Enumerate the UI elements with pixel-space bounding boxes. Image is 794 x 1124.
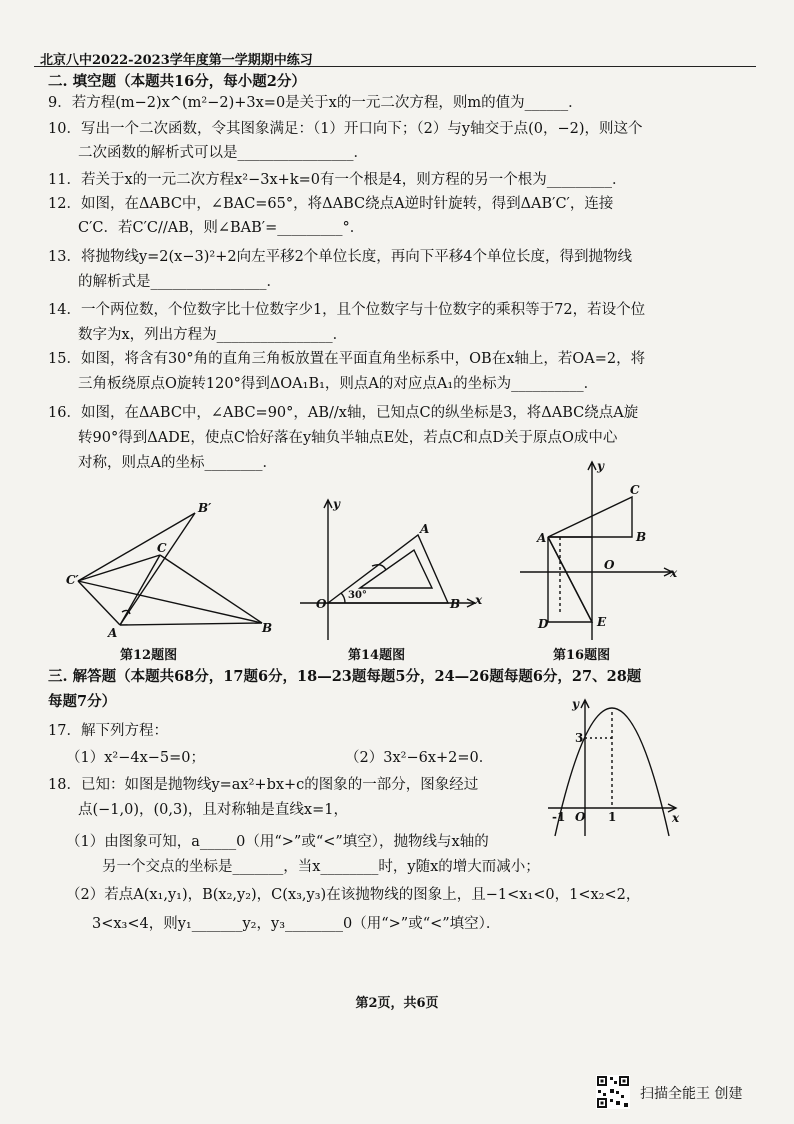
fig12-CB (160, 555, 262, 623)
question-13-line2: 的解析式是________________． (78, 274, 281, 290)
question-18-line4: 另一个交点的坐标是_______，当x________时，y随x的增大而减小； (102, 859, 540, 875)
fig12-label-A: A (108, 626, 118, 640)
question-14-line1: 14．一个两位数，个位数字比十位数字少1，且个位数字与十位数字的乘积等于72，若设个位 (48, 302, 646, 318)
fig14-triangle-inner (360, 550, 432, 588)
fig16-label-B: B (636, 530, 647, 544)
question-11: 11．若关于x的一元二次方程x²−3x+k=0有一个根是4，则方程的另一个根为_________． (48, 172, 627, 188)
fig12-A-Bprime (120, 513, 195, 625)
fig14-angle-arc (341, 593, 345, 603)
question-12-line1: 12．如图，在ΔABC中，∠BAC=65°，将ΔABC绕点A逆时针旋转，得到ΔAB′C′，连接 (48, 196, 614, 212)
section-solve-title-line1: 三. 解答题（本题共68分，17题6分，18—23题每题5分，24—26题每题6分，27、28题 (48, 668, 642, 685)
fig12-label-C: C (157, 541, 167, 555)
figure-14 (300, 500, 475, 640)
fig12-label-B: B (262, 621, 273, 635)
fig18-label-O: O (575, 810, 586, 824)
page-header: 北京八中2022-2023学年度第一学期期中练习 (40, 53, 313, 68)
fig16-label-E: E (597, 615, 607, 629)
fig16-label-y: y (597, 459, 604, 473)
question-16-line2: 转90°得到ΔADE，使点C恰好落在y轴负半轴点E处，若点C和点D关于原点O成中心 (78, 430, 618, 446)
question-9: 9．若方程(m−2)x^(m²−2)+3x=0是关于x的一元二次方程，则m的值为______． (48, 95, 583, 111)
section-fill-title: 二. 填空题（本题共16分，每小题2分） (48, 73, 306, 90)
question-10-line2: 二次函数的解析式可以是________________． (78, 145, 368, 161)
question-16-line3: 对称，则点A的坐标________． (78, 455, 277, 471)
question-15-line1: 15．如图，将含有30°角的直角三角板放置在平面直角坐标系中，OB在x轴上，若OA=2，将 (48, 351, 646, 367)
fig18-label-neg1: -1 (552, 810, 566, 824)
fig16-label-C: C (630, 483, 640, 497)
fig14-label-angle: 30° (348, 590, 367, 601)
question-18-line3: （1）由图象可知，a_____0（用“>”或“<”填空），抛物线与x轴的 (66, 834, 489, 850)
fig16-triangle-ABC (548, 497, 632, 537)
fig14-label-B: B (450, 597, 461, 611)
fig14-label-y: y (333, 497, 340, 511)
fig16-AE (548, 537, 592, 622)
figure-12 (78, 513, 262, 625)
question-17-part1: （1）x²−4x−5=0； (66, 750, 206, 766)
figure-16 (520, 462, 672, 640)
question-10-line1: 10．写出一个二次函数，令其图象满足：（1）开口向下；（2）与y轴交于点(0，−2)，则这个 (48, 121, 643, 137)
fig12-label-Cprime: C′ (66, 573, 79, 587)
fig14-label-x: x (475, 593, 483, 607)
fig14-label-A: A (420, 522, 430, 536)
fig16-label-O: O (604, 558, 615, 572)
caption-figure-12: 第12题图 (120, 648, 178, 663)
question-12-line2: C′C．若C′C//AB，则∠BAB′=_________°． (78, 220, 365, 236)
question-18-line6: 3<x₃<4，则y₁_______y₂，y₃________0（用“>”或“<”填空）． (92, 916, 501, 932)
question-18-line2: 点(−1,0)，(0,3)，且对称轴是直线x=1， (78, 802, 348, 818)
question-18-line5: （2）若点A(x₁,y₁)，B(x₂,y₂)，C(x₃,y₃)在该抛物线的图象上，且−1<x₁<0，1<x₂<2， (66, 887, 641, 903)
fig18-label-one: 1 (608, 810, 617, 824)
fig16-label-D: D (538, 617, 549, 631)
fig14-label-O: O (316, 597, 327, 611)
question-17: 17．解下列方程： (48, 723, 168, 739)
fig18-label-three: 3 (575, 731, 584, 745)
question-15-line2: 三角板绕原点O旋转120°得到ΔOA₁B₁，则点A的对应点A₁的坐标为__________． (78, 376, 599, 392)
fig12-AB (120, 623, 262, 625)
scanner-watermark: 扫描全能王 创建 (640, 1086, 743, 1102)
question-13-line1: 13．将抛物线y=2(x−3)²+2向左平移2个单位长度，再向下平移4个单位长度，得到抛物线 (48, 249, 633, 265)
fig18-label-x: x (672, 811, 680, 825)
caption-figure-16: 第16题图 (553, 648, 611, 663)
qr-code-icon (596, 1075, 630, 1109)
question-18-line1: 18．已知：如图是抛物线y=ax²+bx+c的图象的一部分，图象经过 (48, 777, 479, 793)
fig18-label-y: y (572, 697, 579, 711)
fig16-label-A: A (537, 531, 547, 545)
question-17-part2: （2）3x²−6x+2=0． (345, 750, 494, 766)
fig12-Cprime-B (78, 581, 262, 623)
page-footer: 第2页，共6页 (355, 996, 439, 1011)
caption-figure-14: 第14题图 (348, 648, 406, 663)
question-16-line1: 16．如图，在ΔABC中，∠ABC=90°，AB//x轴，已知点C的纵坐标是3，将ΔABC绕点A旋 (48, 405, 639, 421)
fig12-AC-prime (78, 581, 120, 625)
fig16-label-x: x (670, 566, 678, 580)
fig12-label-Bprime: B′ (198, 501, 212, 515)
section-solve-title-line2: 每题7分） (48, 693, 117, 710)
question-14-line2: 数字为x，列出方程为________________． (78, 327, 348, 343)
fig12-Cprime-Bprime (78, 513, 195, 581)
